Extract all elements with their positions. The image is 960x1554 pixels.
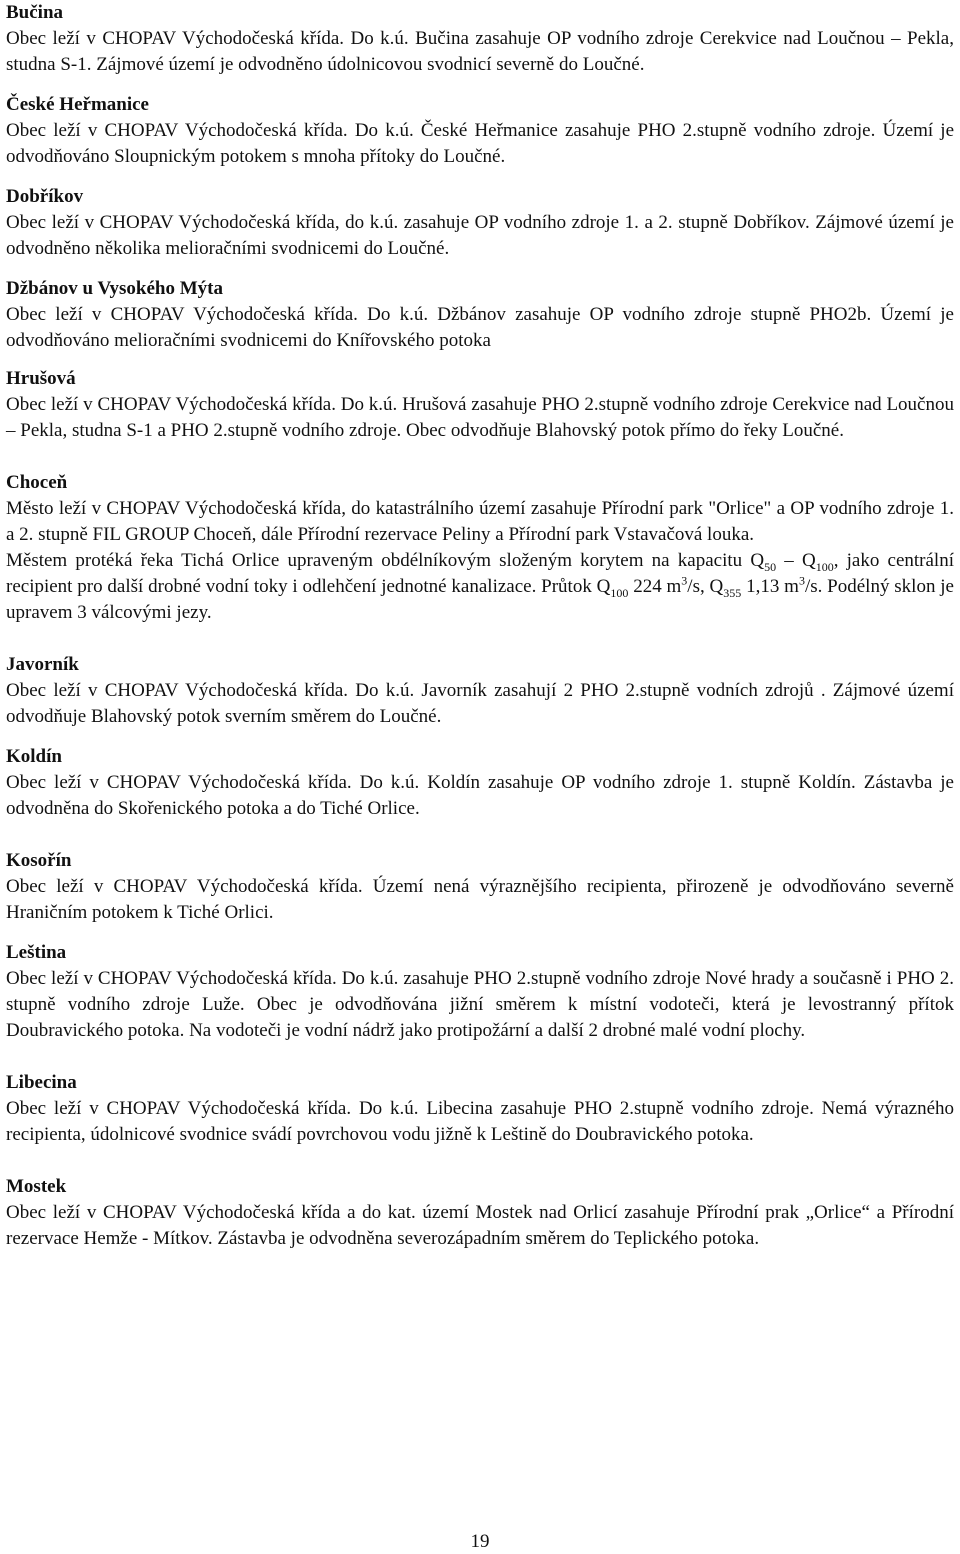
entry-libecina	[6, 1070, 954, 1148]
entry-text: Obec leží v CHOPAV Východočeská křída. Do k.ú. Javorník zasahují 2 PHO 2.stupně vodních zdrojů . Zájmové území odvodňuje Blahovský potok sverním směrem do Loučné.	[6, 680, 954, 727]
entry-text: Obec leží v CHOPAV Východočeská křída a do kat. území Mostek nad Orlicí zasahuje Přírodní prak „Orlice“ a Přírodní rezervace Hemže - Mítkov. Zástavba je odvodněna severozápadním směrem do Teplického potoka.	[6, 1202, 954, 1249]
entry-javornik	[6, 652, 954, 730]
entry-text: Obec leží v CHOPAV Východočeská křída. Do k.ú. Bučina zasahuje OP vodního zdroje Cerekvice nad Loučnou – Pekla, studna S-1. Zájmové území je odvodněno údolnicovou svodnicí severně do Loučné.	[6, 28, 954, 75]
entry-text-flow: Městem protéká řeka Tichá Orlice upraveným obdélníkovým složeným korytem na kapacitu $Q_{50} - Q_{100}$, jako centrální recipient pro další drobné vodní toky i odlehčení jednotné kanalizace. Průtok $Q_{100}$ 224 $m^3/s$, $Q_{355}$ 1,13 $m^3/s$. Podélný sklon je upravem 3 válcovými jezy.	[6, 550, 954, 623]
entry-text: Obec leží v CHOPAV Východočeská křída. Do k.ú. Džbánov zasahuje OP vodního zdroje stupně PHO2b. Území je odvodňováno melioračními svodnicemi do Knířovského potoka	[6, 304, 954, 351]
entry-title: České Heřmanice	[6, 94, 149, 115]
entry-koldin	[6, 744, 954, 822]
entry-text: Obec leží v CHOPAV Východočeská křída. Do k.ú. Libecina zasahuje PHO 2.stupně vodního zdroje. Nemá výrazného recipienta, údolnicové svodnice svádí povrchovou vodu jižně k Leštině do Doubravického potoka.	[6, 1098, 954, 1145]
entry-ceske-hermanice	[6, 92, 954, 170]
entry-dobrikov	[6, 184, 954, 262]
entry-title: Hrušová	[6, 368, 76, 389]
entry-text: Obec leží v CHOPAV Východočeská křída. Území nená výraznějšího recipienta, přirozeně je odvodňováno severně Hraničním potokem k Tiché Orlici.	[6, 876, 954, 923]
entry-lestina	[6, 940, 954, 1044]
entry-title: Dobříkov	[6, 186, 84, 207]
entry-title: Koldín	[6, 746, 62, 767]
entry-title: Bučina	[6, 2, 64, 23]
document-page	[6, 0, 954, 1252]
entry-title: Choceň	[6, 472, 68, 493]
entry-title: Mostek	[6, 1176, 67, 1197]
entry-mostek	[6, 1174, 954, 1252]
entry-text: Obec leží v CHOPAV Východočeská křída. Do k.ú. Hrušová zasahuje PHO 2.stupně vodního zdroje Cerekvice nad Loučnou – Pekla, studna S-1 a PHO 2.stupně vodního zdroje. Obec odvodňuje Blahovský potok přímo do řeky Loučné.	[6, 394, 954, 441]
entry-hrusova	[6, 366, 954, 444]
entry-dzbanov	[6, 276, 954, 354]
entry-chocen	[6, 470, 954, 626]
entry-title: Libecina	[6, 1072, 77, 1093]
entry-title: Leština	[6, 942, 67, 963]
entry-title: Javorník	[6, 654, 79, 675]
entry-text: Obec leží v CHOPAV Východočeská křída. Do k.ú. České Heřmanice zasahuje PHO 2.stupně vodního zdroje. Území je odvodňováno Sloupnickým potokem s mnoha přítoky do Loučné.	[6, 120, 954, 167]
page-number: 19	[470, 1531, 490, 1552]
entry-text: Obec leží v CHOPAV Východočeská křída. Do k.ú. Koldín zasahuje OP vodního zdroje 1. stupně Koldín. Zástavba je odvodněna do Skořenického potoka a do Tiché Orlice.	[6, 772, 954, 819]
entry-text: Obec leží v CHOPAV Východočeská křída, do k.ú. zasahuje OP vodního zdroje 1. a 2. stupně Dobříkov. Zájmové území je odvodněno několika melioračními svodnicemi do Loučné.	[6, 212, 954, 259]
entry-kosorin	[6, 848, 954, 926]
entry-title: Džbánov u Vysokého Mýta	[6, 278, 223, 299]
entry-text: Obec leží v CHOPAV Východočeská křída. Do k.ú. zasahuje PHO 2.stupně vodního zdroje Nové hrady a současně i PHO 2. stupně vodního zdroje Luže. Obec je odvodňována jižní směrem k místní vodoteči, která je levostranný přítok Doubravického potoka. Na vodoteči je vodní nádrž jako protipožární a další 2 drobné malé vodní plochy.	[6, 968, 954, 1041]
entry-text: Město leží v CHOPAV Východočeská křída, do katastrálního území zasahuje Přírodní park "Orlice" a OP vodního zdroje 1. a 2. stupně FIL GROUP Choceň, dále Přírodní rezervace Peliny a Přírodní park Vstavačová louka.	[6, 498, 954, 545]
entry-title: Kosořín	[6, 850, 72, 871]
entry-bucina	[6, 0, 954, 78]
